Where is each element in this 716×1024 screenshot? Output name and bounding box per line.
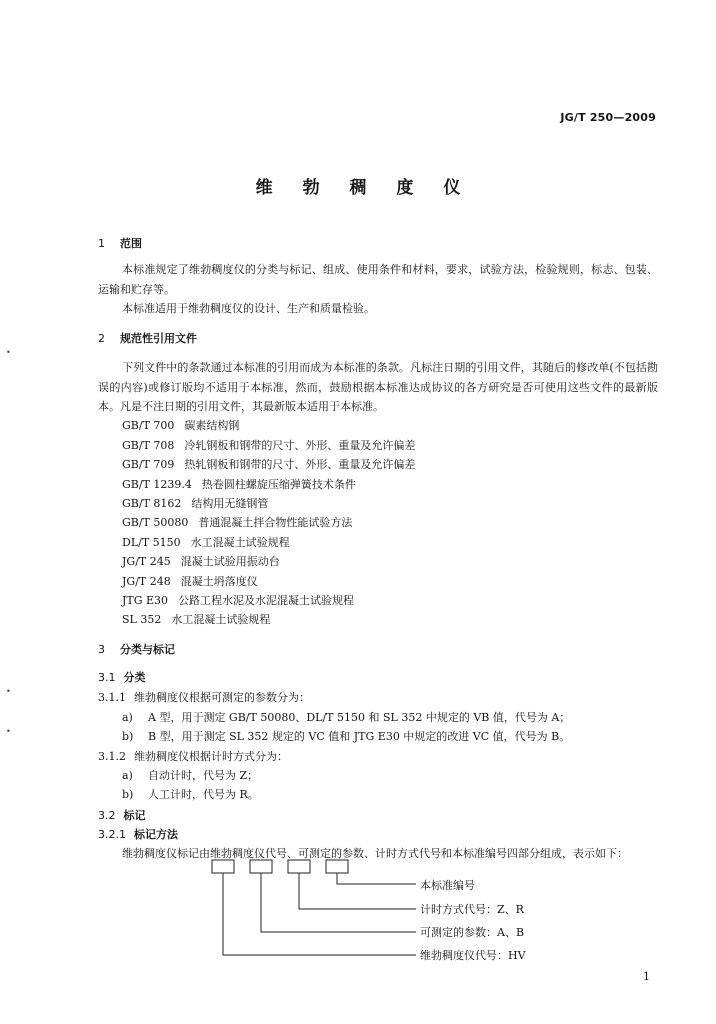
- reference-code: SL 352: [122, 613, 162, 626]
- scan-speck: •: [6, 727, 11, 736]
- reference-code: GB/T 708: [122, 439, 175, 452]
- reference-title: 水工混凝土试验规程: [190, 536, 290, 549]
- leader-line-product-code: [223, 873, 416, 955]
- reference-title: 公路工程水泥及水泥混凝土试验规程: [178, 594, 355, 607]
- reference-code: GB/T 709: [122, 458, 175, 471]
- section-title: 分类与标记: [120, 643, 175, 656]
- marking-description: 维勃稠度仪标记由维勃稠度仪代号、可测定的参数、计时方式代号和本标准编号四部分组成，表示如下：: [122, 847, 628, 860]
- section-number: 3: [98, 643, 105, 656]
- reference-title: 水工混凝土试验规程: [171, 613, 271, 626]
- leader-line-standard: [337, 873, 416, 884]
- subsection-title: 标记: [123, 809, 146, 822]
- reference-code: DL/T 5150: [122, 536, 181, 549]
- marking-box-timing: [288, 860, 310, 873]
- list-label: b): [122, 788, 134, 801]
- reference-title: 碳素结构钢: [184, 419, 240, 432]
- section-title: 范围: [120, 237, 142, 250]
- subsection-number: 3.2: [98, 809, 116, 822]
- reference-code: JTG E30: [122, 594, 169, 607]
- diagram-label-standard: 本标准编号: [420, 879, 475, 892]
- subsection-title: 分类: [123, 671, 146, 684]
- section-number: 1: [98, 237, 105, 250]
- section-1-para-1: 本标准规定了维勃稠度仪的分类与标记、组成、使用条件和材料，要求，试验方法，检验规则，标志、包装、运输和贮存等。: [98, 263, 658, 296]
- list-label: a): [122, 711, 133, 724]
- diagram-label-parameter: 可测定的参数：A、B: [420, 926, 525, 939]
- reference-code: JG/T 248: [122, 575, 171, 588]
- subsection-number: 3.1: [98, 671, 116, 684]
- section-2-intro: 下列文件中的条款通过本标准的引用而成为本标准的条款。凡标注日期的引用文件，其随后的修改单(不包括勘误的内容)或修订版均不适用于本标准，然而，鼓励根据本标准达成协议的各方研究是否可使用这些文件的最新版本。凡是不注日期的引用文件，其最新版本适用于本标准。: [98, 361, 658, 413]
- list-label: b): [122, 730, 134, 743]
- reference-title: 热卷圆柱螺旋压缩弹簧技术条件: [201, 478, 356, 491]
- clause-number: 3.1.2: [98, 750, 126, 763]
- reference-title: 混凝土试验用振动台: [180, 555, 280, 568]
- leader-line-timing: [299, 873, 416, 909]
- page-number: 1: [643, 970, 650, 983]
- clause-text: 维勃稠度仪根据计时方式分为：: [134, 750, 288, 763]
- scan-speck: •: [6, 348, 11, 357]
- reference-title: 热轧钢板和钢带的尺寸、外形、重量及允许偏差: [184, 458, 416, 471]
- list-text: B 型，用于测定 SL 352 规定的 VC 值和 JTG E30 中规定的改进 VC 值，代号为 B。: [148, 730, 571, 743]
- document-title: 维 勃 稠 度 仪: [255, 178, 473, 198]
- scan-speck: •: [6, 687, 11, 696]
- clause-text: 维勃稠度仪根据可测定的参数分为：: [134, 691, 310, 704]
- reference-title: 冷轧钢板和钢带的尺寸、外形、重量及允许偏差: [184, 439, 416, 452]
- marking-box-product-code: [212, 860, 234, 873]
- section-1-para-2: 本标准适用于维勃稠度仪的设计、生产和质量检验。: [122, 302, 375, 315]
- reference-code: GB/T 700: [122, 419, 175, 432]
- section-number: 2: [98, 332, 105, 345]
- diagram-label-product-code: 维勃稠度仪代号：HV: [420, 949, 526, 962]
- reference-code: GB/T 1239.4: [122, 478, 192, 491]
- clause-number: 3.2.1: [98, 828, 126, 841]
- list-label: a): [122, 769, 133, 782]
- reference-title: 混凝土坍落度仪: [180, 575, 258, 588]
- diagram-label-timing: 计时方式代号：Z、R: [420, 903, 524, 916]
- section-title: 规范性引用文件: [120, 332, 197, 345]
- reference-code: GB/T 8162: [122, 497, 182, 510]
- reference-code: GB/T 50080: [122, 516, 189, 529]
- clause-number: 3.1.1: [98, 691, 126, 704]
- marking-box-standard: [326, 860, 348, 873]
- reference-code: JG/T 245: [122, 555, 171, 568]
- list-text: A 型，用于测定 GB/T 50080、DL/T 5150 和 SL 352 中规定的 VB 值，代号为 A；: [148, 711, 571, 724]
- standard-code: JG/T 250—2009: [560, 111, 656, 124]
- reference-title: 普通混凝土拌合物性能试验方法: [198, 516, 353, 529]
- leader-line-parameter: [261, 873, 416, 932]
- clause-title: 标记方法: [134, 828, 178, 841]
- marking-box-parameter: [250, 860, 272, 873]
- list-text: 自动计时，代号为 Z；: [148, 769, 259, 782]
- list-text: 人工计时，代号为 R。: [148, 788, 259, 801]
- reference-title: 结构用无缝钢管: [191, 497, 269, 510]
